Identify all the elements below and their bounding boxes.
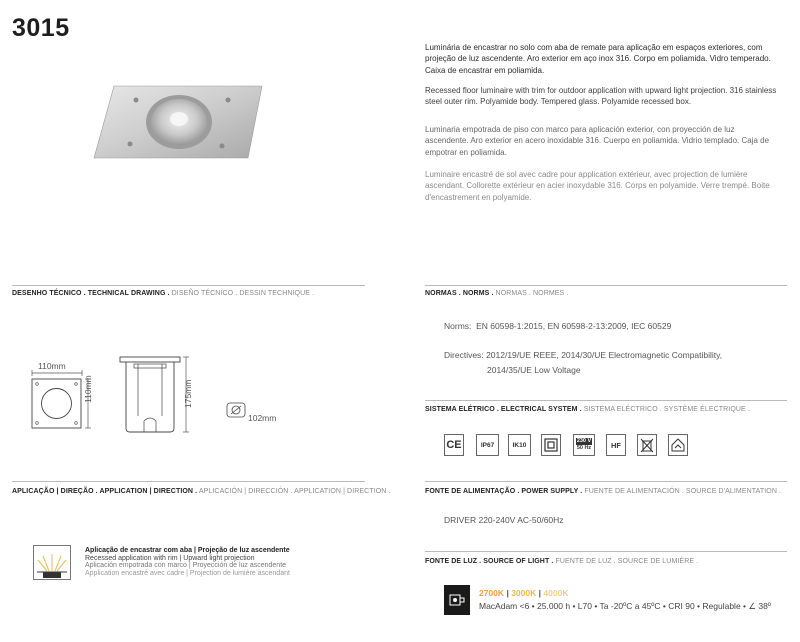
description-es: Luminaria empotrada de piso con marco para aplicación exterior, con proyección de luz ascendente. Aro exterior en acero inoxidable 316. Cuerpo en poliamida. Vidrio templado. Caja de empotrar en poliamida. [425, 125, 770, 157]
directives-label: Directives: [444, 350, 484, 360]
section-header-norms [425, 290, 568, 297]
divider [425, 285, 787, 286]
separator: | [506, 588, 509, 598]
ce-mark-icon: CE [444, 434, 464, 456]
section-header-light-source [425, 558, 698, 565]
led-module-icon [444, 585, 470, 615]
cct-4000k: 4000K [543, 588, 569, 598]
application-line-es: Aplicación empotrada con marco | Proyección de luz ascendente [85, 562, 287, 570]
section-header-electrical [425, 406, 750, 413]
norms-value: EN 60598-1:2015, EN 60598-2-13:2009, IEC 60529 [476, 321, 672, 331]
divider [12, 481, 365, 482]
section-title-primary: NORMAS . NORMS . [425, 290, 494, 297]
directives-value-2: 2014/35/UE Low Voltage [487, 365, 581, 375]
separator: | [538, 588, 542, 598]
dimension-height: 110mm [83, 375, 93, 403]
section-title-secondary: DISEÑO TÉCNICO . DESSIN TECHNIQUE . [169, 290, 315, 297]
cct-3000k: 3000K [511, 588, 537, 598]
section-title-primary: SISTEMA ELÉTRICO . ELECTRICAL SYSTEM . [425, 406, 582, 413]
light-specs: MacAdam <6 • 25.000 h • L70 • Ta -20ºC a 45ºC • CRI 90 • Regulable • ∠ 38º [479, 601, 771, 611]
ik10-icon: IK10 [508, 434, 531, 456]
section-title-secondary: FUENTE DE ALIMENTACIÓN . SOURCE D'ALIMENTATION . [582, 488, 782, 495]
no-bin-icon [637, 434, 657, 456]
application-line-pt: Aplicação de encastrar com aba | Projeção de luz ascendente [85, 547, 290, 554]
voltage-label: 230 V [576, 438, 592, 444]
divider [425, 481, 787, 482]
house-icon [668, 434, 688, 456]
voltage-icon [573, 434, 595, 456]
directives-value-1: 2012/19/UE REEE, 2014/30/UE Electromagnetic Compatibility, [486, 350, 723, 360]
section-title-secondary: NORMAS . NORMES . [493, 290, 569, 297]
class-ii-icon [541, 434, 561, 456]
directives-line [444, 350, 722, 360]
color-temperatures [479, 588, 568, 598]
frequency-label: 50 Hz [576, 445, 592, 451]
description-fr: Luminaire encastré de sol avec cadre pour application extérieur, avec projection de lumière ascendant. Collorette extérieur en acier inoxydable 316. Corps en polyamide. Verre trempé. Boite d'encastrement en polyamide. [425, 170, 770, 202]
hf-icon: HF [606, 434, 626, 456]
luminaire-photo [92, 84, 270, 160]
divider [12, 285, 365, 286]
dimension-cutout: 102mm [248, 413, 277, 423]
section-title-primary: FONTE DE ALIMENTAÇÃO . POWER SUPPLY . [425, 488, 583, 495]
section-title-secondary: SISTEMA ELÉCTRICO . SYSTÈME ÉLECTRIQUE . [581, 406, 750, 413]
application-line-en: Recessed application with rim | Upward light projection [85, 554, 255, 562]
section-header-technical-drawing [12, 290, 314, 297]
product-image [92, 84, 270, 160]
cct-2700k: 2700K [479, 588, 505, 598]
description-pt: Luminária de encastrar no solo com aba de remate para aplicação em espaços exteriores, com projeção de luz ascendente. Aro exterior em aço inox 316. Corpo em poliamida. Vidro temperado. Caixa de encastrar em poliamida. [425, 43, 771, 75]
section-title-secondary: APLICACIÓN | DIRECCIÓN . APPLICATION | DIRECTION . [197, 488, 391, 495]
application-line-fr: Application encastré avec cadre | Projection de lumière ascendant [85, 569, 290, 577]
description-en: Recessed floor luminaire with trim for outdoor application with upward light projection. 316 stainless steel outer rim. Polyamide body. Tempered glass. Polyamide recessed box. [425, 86, 777, 107]
divider [425, 551, 787, 552]
application-description [85, 547, 290, 577]
section-header-application [12, 488, 391, 495]
dimension-depth: 175mm [183, 379, 193, 408]
section-title-secondary: FUENTE DE LUZ . SOURCE DE LUMIÈRE . [553, 558, 699, 565]
product-code: 3015 [12, 14, 70, 42]
dimension-width: 110mm [38, 361, 66, 371]
norms-label: Norms: [444, 321, 472, 331]
section-title-primary: FONTE DE LUZ . SOURCE OF LIGHT . [425, 558, 554, 565]
upward-light-icon [33, 545, 71, 580]
norms-line [444, 321, 671, 331]
section-header-power-supply [425, 488, 781, 495]
section-title-primary: DESENHO TÉCNICO . TECHNICAL DRAWING . [12, 290, 170, 297]
ip67-icon: IP67 [476, 434, 499, 456]
section-title-primary: APLICAÇÃO | DIREÇÃO . APPLICATION | DIRECTION . [12, 488, 198, 495]
driver-spec: DRIVER 220-240V AC-50/60Hz [444, 515, 564, 525]
divider [425, 400, 787, 401]
